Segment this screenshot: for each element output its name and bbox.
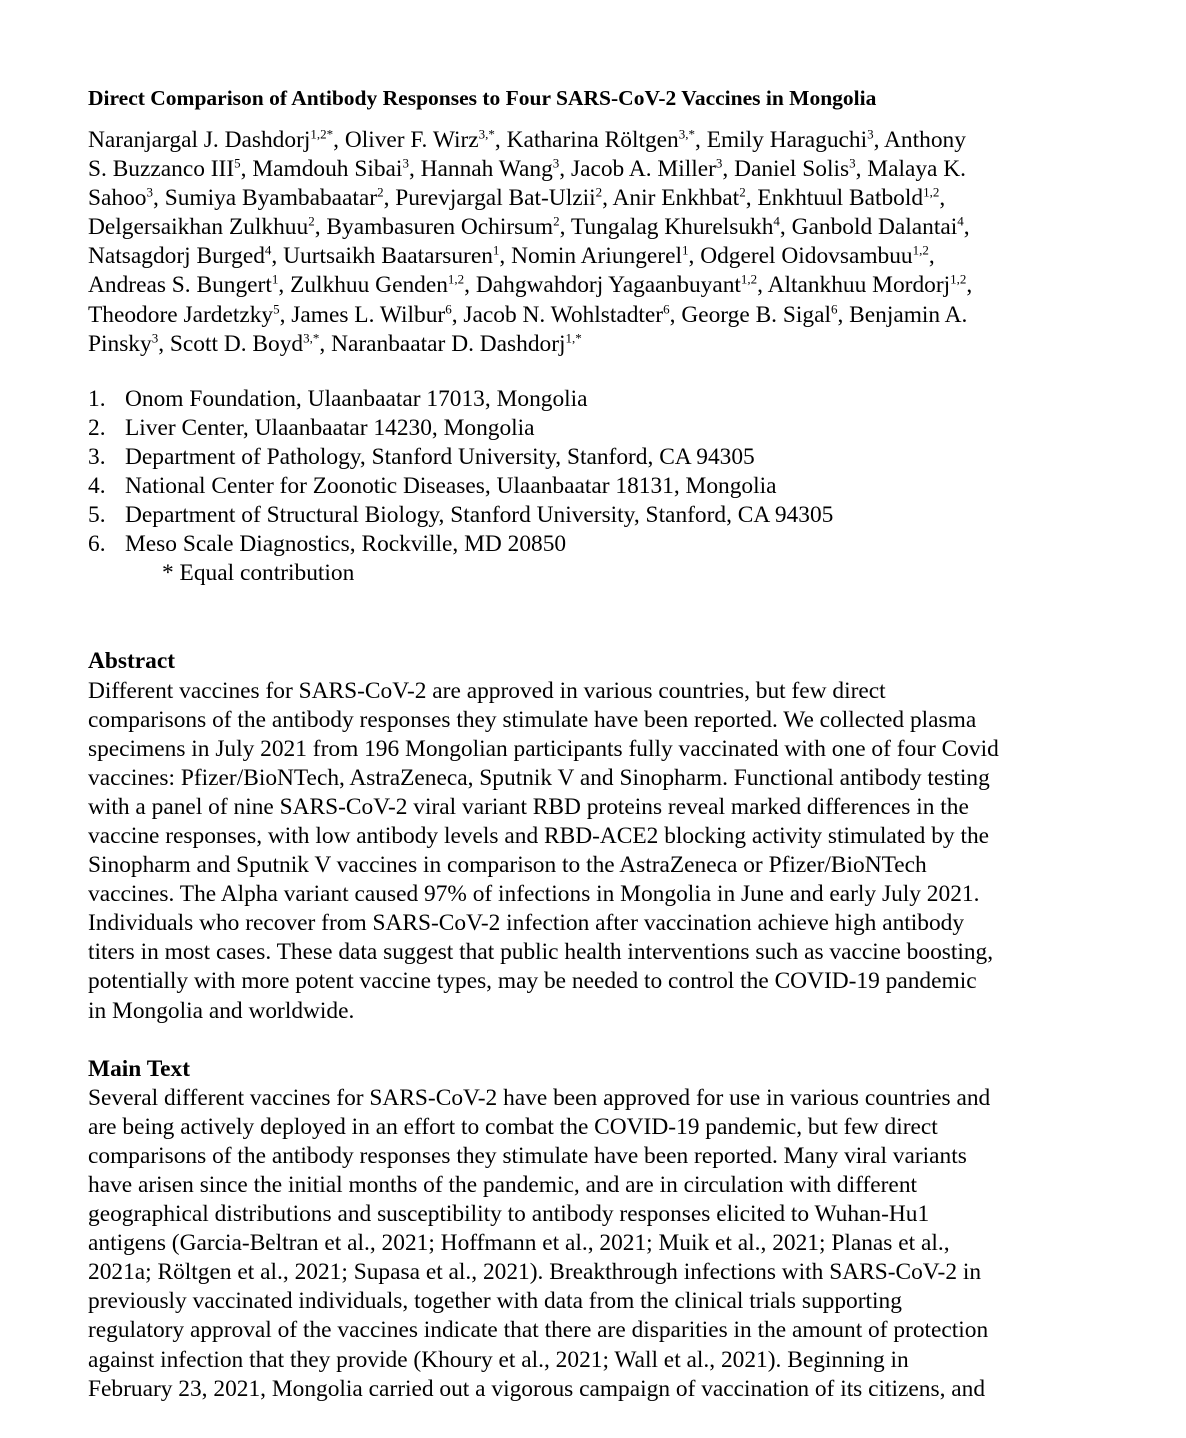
author-affiliation-marker: 3: [849, 155, 856, 171]
author-separator: ,: [158, 330, 170, 357]
author-affiliation-marker: 1,2: [447, 272, 465, 288]
author-affiliation-marker: 5: [234, 155, 241, 171]
author-affiliation-marker: 1,2: [923, 184, 940, 200]
author-separator: ,: [451, 301, 464, 328]
author-name: Natsagdorj Burged: [88, 243, 265, 270]
author-separator: ,: [464, 272, 476, 299]
author-separator: ,: [722, 156, 735, 183]
affiliation-text: Onom Foundation, Ulaanbaatar 17013, Mongolia: [125, 385, 588, 412]
author-separator: ,: [963, 214, 970, 241]
author-separator: ,: [494, 127, 507, 153]
text-line: against infection that they provide (Khoury et al., 2021; Wall et al., 2021). Beginning in: [88, 1346, 909, 1373]
author-name: Ganbold Dalantai: [791, 214, 958, 241]
paper-title: Direct Comparison of Antibody Responses to Four SARS-CoV-2 Vaccines in Mongolia: [88, 86, 877, 110]
author-affiliation-marker: 4: [773, 213, 780, 229]
author-separator: ,: [499, 243, 512, 270]
text-line: have arisen since the initial months of the pandemic, and are in circulation with different: [88, 1172, 918, 1198]
author-name: Daniel Solis: [734, 156, 850, 183]
affiliation-text: Liver Center, Ulaanbaatar 14230, Mongolia: [125, 414, 535, 441]
author-affiliation-marker: 6: [445, 301, 452, 317]
author-separator: ,: [966, 272, 973, 299]
text-line: comparisons of the antibody responses they stimulate have been reported. We collected plasma: [88, 706, 977, 733]
author-affiliation-marker: 3: [552, 155, 560, 171]
author-name: Mamdouh Sibai: [252, 156, 403, 183]
author-affiliation-marker: 2: [308, 213, 315, 229]
affiliation-number: 4.: [88, 473, 106, 500]
author-affiliation-marker: 3: [146, 184, 153, 200]
author-line: [88, 155, 1078, 184]
author-affiliation-marker: 3,*: [303, 330, 320, 346]
abstract-body: [88, 677, 1078, 1026]
author-name: George B. Sigal: [681, 301, 831, 328]
author-separator: ,: [757, 272, 768, 299]
author-affiliation-marker: 6: [663, 301, 670, 317]
text-line: geographical distributions and susceptibility to antibody responses elicited to Wuhan-Hu1: [88, 1201, 930, 1228]
text-line: Different vaccines for SARS-CoV-2 are approved in various countries, but few direct: [88, 677, 886, 704]
author-separator: ,: [278, 272, 291, 299]
text-line: Several different vaccines for SARS-CoV-2 have been approved for use in various countries and: [88, 1084, 991, 1111]
author-separator: ,: [745, 185, 758, 212]
author-separator: ,: [939, 185, 946, 212]
author-name: Delgersaikhan Zulkhuu: [88, 214, 309, 241]
author-affiliation-marker: 2: [377, 184, 384, 200]
author-list: [88, 126, 1078, 359]
author-affiliation-marker: 6: [830, 301, 838, 317]
author-name: Altankhuu Mordorj: [767, 272, 951, 299]
text-line: Sinopharm and Sputnik V vaccines in comparison to the AstraZeneca or Pfizer/BioNTech: [88, 852, 927, 879]
text-line: vaccines. The Alpha variant caused 97% of infections in Mongolia in June and early July 2021.: [88, 881, 980, 908]
author-line: [88, 213, 1078, 242]
author-name: Sumiya Byambabaatar: [164, 185, 378, 212]
affiliation-text: Department of Structural Biology, Stanford University, Stanford, CA 94305: [125, 502, 834, 529]
text-line: are being actively deployed in an effort to combat the COVID-19 pandemic, but few direct: [88, 1113, 938, 1140]
text-line: titers in most cases. These data suggest that public health interventions such as vaccine boosting,: [88, 939, 994, 966]
author-name: Naranbaatar D. Dashdorj: [331, 330, 566, 357]
author-name: Malaya K.: [867, 156, 967, 183]
author-name: Scott D. Boyd: [169, 330, 304, 357]
author-affiliation-marker: 2: [553, 213, 560, 229]
author-name: Nomin Ariungerel: [511, 243, 682, 270]
author-line: [88, 271, 1078, 300]
text-line: potentially with more potent vaccine types, may be needed to control the COVID-19 pandemic: [88, 968, 977, 995]
author-line: [88, 184, 1078, 213]
author-name: Katharina Röltgen: [506, 127, 679, 153]
author-name: Zulkhuu Genden: [290, 272, 448, 299]
author-affiliation-marker: 1,2: [740, 272, 758, 288]
author-name: Theodore Jardetzky: [88, 301, 274, 328]
text-line: regulatory approval of the vaccines indicate that there are disparities in the amount of protection: [88, 1317, 989, 1344]
author-affiliation-marker: 3,*: [678, 126, 695, 142]
author-separator: ,: [837, 301, 850, 328]
author-name: Dahgwahdorj Yagaanbuyant: [475, 272, 741, 299]
affiliation-text: Meso Scale Diagnostics, Rockville, MD 20850: [125, 531, 567, 558]
author-name: Benjamin A.: [849, 301, 968, 328]
author-line: [88, 242, 1078, 271]
author-name: Purevjargal Bat-Ulzii: [395, 185, 596, 212]
author-separator: ,: [240, 156, 253, 183]
author-separator: ,: [779, 214, 792, 241]
affiliation-number: 6.: [88, 531, 106, 558]
text-line: in Mongolia and worldwide.: [88, 997, 355, 1024]
author-name: Anir Enkhbat: [612, 185, 740, 212]
author-affiliation-marker: 3: [402, 155, 409, 171]
author-affiliation-marker: 3: [867, 126, 874, 142]
text-line: vaccine responses, with low antibody levels and RBD-ACE2 blocking activity stimulated by the: [88, 822, 990, 849]
author-affiliation-marker: 2: [739, 184, 746, 200]
text-line: comparisons of the antibody responses they stimulate have been reported. Many viral variants: [88, 1142, 967, 1169]
author-name: Oliver F. Wirz: [344, 127, 479, 153]
author-name: Naranjargal J. Dashdorj: [88, 127, 311, 153]
author-name: Byambasuren Ochirsum: [326, 214, 554, 241]
author-separator: ,: [152, 185, 165, 212]
author-name: Sahoo: [88, 185, 147, 212]
affiliation-number: 3.: [88, 443, 106, 470]
author-separator: ,: [559, 156, 571, 183]
author-separator: ,: [669, 301, 682, 328]
author-separator: ,: [928, 243, 935, 270]
author-separator: ,: [383, 185, 396, 212]
author-separator: ,: [559, 214, 571, 241]
author-affiliation-marker: 3: [151, 330, 159, 346]
author-affiliation-marker: 2: [595, 184, 603, 200]
author-name: Odgerel Oidovsambuu: [700, 243, 913, 270]
text-line: antigens (Garcia-Beltran et al., 2021; Hoffmann et al., 2021; Muik et al., 2021; Planas et al.,: [88, 1230, 950, 1257]
author-affiliation-marker: 4: [264, 242, 272, 258]
equal-contribution-note: * Equal contribution: [162, 560, 355, 587]
author-affiliation-marker: 4: [957, 213, 964, 229]
author-separator: ,: [271, 243, 284, 270]
author-affiliation-marker: 3,*: [478, 126, 495, 142]
author-affiliation-marker: 1: [492, 242, 500, 258]
affiliation-text: National Center for Zoonotic Diseases, Ulaanbaatar 18131, Mongolia: [125, 473, 777, 500]
author-separator: ,: [333, 127, 345, 153]
author-separator: ,: [319, 330, 332, 357]
text-line: previously vaccinated individuals, together with data from the clinical trials supporting: [88, 1288, 902, 1315]
text-line: with a panel of nine SARS-CoV-2 viral variant RBD proteins reveal marked differences in the: [88, 793, 969, 820]
affiliation-item: [88, 385, 1078, 414]
author-separator: ,: [688, 243, 701, 270]
affiliation-item: [88, 530, 1078, 559]
main-text-body: [88, 1084, 1078, 1404]
author-name: Andreas S. Bungert: [88, 272, 272, 299]
text-line: February 23, 2021, Mongolia carried out a vigorous campaign of vaccination of its citizens, and: [88, 1375, 986, 1402]
author-affiliation-marker: 1: [271, 272, 279, 288]
author-name: Jacob A. Miller: [571, 156, 716, 183]
author-name: Jacob N. Wohlstadter: [463, 301, 664, 328]
affiliation-list: [88, 385, 1078, 560]
author-name: James L. Wilbur: [291, 301, 446, 328]
author-name: S. Buzzanco III: [88, 156, 235, 183]
affiliation-text: Department of Pathology, Stanford University, Stanford, CA 94305: [125, 443, 755, 470]
author-separator: ,: [602, 185, 613, 212]
abstract-heading: Abstract: [88, 648, 176, 675]
author-separator: ,: [694, 127, 707, 153]
author-separator: ,: [408, 156, 421, 183]
author-line: [88, 126, 1078, 155]
text-line: specimens in July 2021 from 196 Mongolian participants fully vaccinated with one of four Covid: [88, 735, 999, 762]
affiliation-number: 5.: [88, 502, 106, 529]
author-separator: ,: [279, 301, 292, 328]
author-affiliation-marker: 1,2: [950, 272, 967, 288]
affiliation-number: 2.: [88, 414, 106, 441]
author-name: Hannah Wang: [420, 156, 553, 183]
author-name: Emily Haraguchi: [706, 127, 868, 153]
text-line: Individuals who recover from SARS-CoV-2 infection after vaccination achieve high antibody: [88, 910, 965, 937]
author-name: Tungalag Khurelsukh: [570, 214, 774, 241]
affiliation-item: [88, 414, 1078, 443]
affiliation-item: [88, 501, 1078, 530]
author-separator: ,: [314, 214, 327, 241]
affiliation-number: 1.: [88, 385, 106, 412]
paper-page: [88, 84, 1078, 1404]
author-affiliation-marker: 3: [715, 155, 723, 171]
author-name: Anthony: [884, 127, 966, 153]
author-affiliation-marker: 1,2: [912, 242, 929, 258]
affiliation-item: [88, 443, 1078, 472]
text-line: vaccines: Pfizer/BioNTech, AstraZeneca, Sputnik V and Sinopharm. Functional antibody testing: [88, 764, 990, 791]
author-affiliation-marker: 1,*: [565, 330, 582, 346]
author-name: Pinsky: [88, 330, 152, 357]
author-name: Enkhtuul Batbold: [757, 185, 924, 212]
author-separator: ,: [873, 127, 885, 153]
author-affiliation-marker: 1: [681, 242, 689, 258]
author-line: [88, 330, 1078, 359]
affiliation-item: [88, 472, 1078, 501]
author-affiliation-marker: 1,2*: [310, 126, 334, 142]
author-affiliation-marker: 5: [273, 301, 280, 317]
author-separator: ,: [855, 156, 868, 183]
text-line: 2021a; Röltgen et al., 2021; Supasa et al., 2021). Breakthrough infections with SARS-CoV-2 in: [88, 1259, 982, 1286]
author-line: [88, 301, 1078, 330]
main-text-heading: Main Text: [88, 1055, 191, 1082]
author-name: Uurtsaikh Baatarsuren: [283, 243, 493, 270]
